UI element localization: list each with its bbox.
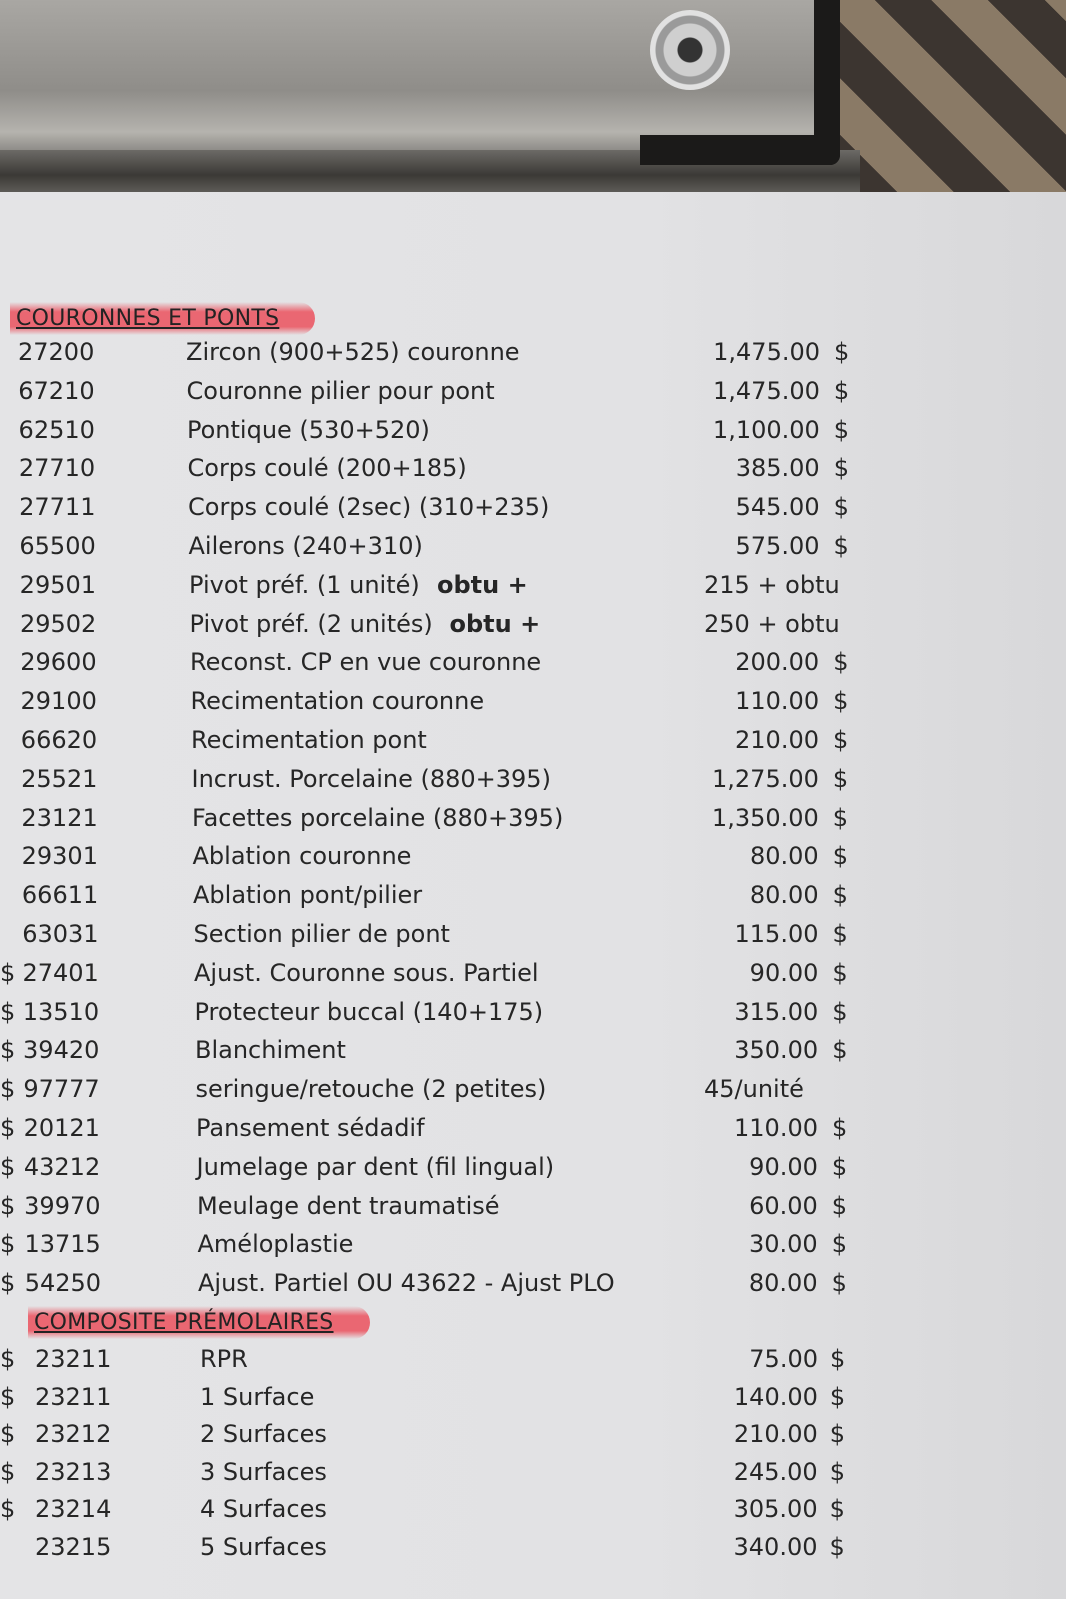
price-row <box>0 959 1066 997</box>
procedure-description: Ablation pont/pilier <box>193 881 423 910</box>
procedure-description: 2 Surfaces <box>200 1420 327 1449</box>
procedure-code: 27401 <box>22 958 99 987</box>
margin-currency-symbol: $ <box>0 1345 16 1373</box>
price-currency-symbol: $ <box>833 415 850 444</box>
procedure-code: 39420 <box>23 1036 100 1065</box>
margin-currency-symbol: $ <box>0 1457 16 1486</box>
price-row <box>0 687 1066 725</box>
margin-currency-symbol: $ <box>0 997 16 1026</box>
procedure-code: 97777 <box>23 1075 100 1104</box>
price-currency-symbol: $ <box>833 454 849 483</box>
price-currency-symbol: $ <box>832 881 848 910</box>
price-currency-symbol: $ <box>830 1345 846 1373</box>
price-currency-symbol: $ <box>831 1191 848 1220</box>
margin-currency-symbol: $ <box>0 1036 16 1065</box>
procedure-code: 65500 <box>19 532 96 560</box>
price-row <box>0 1114 1066 1152</box>
procedure-code: 23211 <box>35 1382 112 1411</box>
price-currency-symbol: $ <box>832 842 848 871</box>
price-row <box>0 920 1066 958</box>
procedure-code: 23214 <box>35 1495 112 1524</box>
price-row <box>0 1192 1066 1230</box>
price-currency-symbol: $ <box>832 997 848 1026</box>
price-row <box>0 726 1066 764</box>
procedure-description: Pivot préf. (1 unité) <box>189 570 420 599</box>
price-row <box>0 338 1066 376</box>
procedure-description: Ablation couronne <box>192 842 412 871</box>
procedure-description: Incrust. Porcelaine (880+395) <box>191 764 551 793</box>
procedure-price: 575.00 <box>735 532 820 560</box>
procedure-code: 43212 <box>23 1152 101 1181</box>
margin-currency-symbol: $ <box>0 958 16 987</box>
price-row <box>0 1269 1066 1307</box>
price-row <box>0 377 1066 415</box>
procedure-code: 39970 <box>24 1191 101 1220</box>
procedure-code: 23212 <box>35 1420 112 1449</box>
margin-currency-symbol: $ <box>0 1420 16 1449</box>
procedure-description: Pansement sédadif <box>196 1114 425 1142</box>
procedure-price: 115.00 <box>734 920 819 948</box>
procedure-description: Ajust. Partiel OU 43622 - Ajust PLO <box>198 1269 615 1298</box>
margin-currency-symbol: $ <box>0 1230 16 1259</box>
price-currency-symbol: $ <box>833 687 849 716</box>
procedure-description: Jumelage par dent (fil lingual) <box>196 1152 555 1181</box>
procedure-code: 27200 <box>18 338 95 366</box>
procedure-note: obtu + <box>449 609 541 638</box>
margin-currency-symbol: $ <box>0 1495 16 1524</box>
procedure-price: 30.00 <box>748 1230 818 1259</box>
clipboard-background <box>0 0 1066 200</box>
procedure-description: Ajust. Couronne sous. Partiel <box>194 958 539 987</box>
procedure-code: 29501 <box>19 570 97 599</box>
price-row <box>0 1458 1066 1496</box>
procedure-description: Protecteur buccal (140+175) <box>194 997 544 1026</box>
procedure-price: 80.00 <box>748 1269 818 1298</box>
procedure-code: 63031 <box>22 920 99 948</box>
procedure-description: seringue/retouche (2 petites) <box>195 1075 547 1104</box>
procedure-price: 90.00 <box>749 1152 818 1181</box>
procedure-description: 1 Surface <box>200 1382 315 1411</box>
procedure-description: 5 Surfaces <box>200 1533 327 1561</box>
procedure-code: 54250 <box>24 1269 102 1298</box>
price-row <box>0 416 1066 454</box>
procedure-code: 20121 <box>23 1114 100 1142</box>
price-row <box>0 804 1066 842</box>
procedure-code: 29502 <box>19 609 97 638</box>
procedure-price: 250 + obtu <box>704 609 840 638</box>
price-currency-symbol: $ <box>829 1495 845 1524</box>
procedure-code: 62510 <box>18 415 95 444</box>
procedure-description: Blanchiment <box>195 1036 346 1065</box>
procedure-description: Couronne pilier pour pont <box>186 376 495 405</box>
procedure-price: 215 + obtu <box>704 570 840 599</box>
price-currency-symbol: $ <box>831 1230 847 1259</box>
procedure-price: 350.00 <box>734 1036 819 1065</box>
price-currency-symbol: $ <box>832 764 849 793</box>
procedure-price: 200.00 <box>735 648 820 677</box>
procedure-price: 110.00 <box>735 687 820 716</box>
price-currency-symbol: $ <box>833 493 849 522</box>
procedure-code: 29600 <box>20 648 97 677</box>
procedure-price: 75.00 <box>749 1345 818 1373</box>
procedure-price: 45/unité <box>704 1075 804 1104</box>
margin-currency-symbol: $ <box>0 1191 16 1220</box>
price-currency-symbol: $ <box>833 726 849 754</box>
procedure-price: 1,475.00 <box>713 376 820 405</box>
price-row <box>0 1345 1066 1383</box>
price-currency-symbol: $ <box>833 376 850 405</box>
procedure-description: Ailerons (240+310) <box>188 532 423 560</box>
procedure-price: 1,275.00 <box>712 764 819 793</box>
price-row <box>0 1153 1066 1191</box>
procedure-price: 60.00 <box>749 1191 818 1220</box>
procedure-code: 23121 <box>21 803 98 832</box>
procedure-description: Section pilier de pont <box>193 920 450 948</box>
price-row <box>0 1495 1066 1533</box>
procedure-description: Recimentation pont <box>191 726 427 754</box>
section-heading: COMPOSITE PRÉMOLAIRES <box>28 1306 370 1339</box>
price-row <box>0 571 1066 609</box>
procedure-price: 210.00 <box>735 726 819 754</box>
price-currency-symbol: $ <box>832 958 848 987</box>
procedure-description: Corps coulé (2sec) (310+235) <box>188 493 550 522</box>
procedure-code: 29100 <box>20 687 97 716</box>
procedure-code: 25521 <box>21 764 98 793</box>
procedure-code: 23213 <box>35 1457 112 1486</box>
price-currency-symbol: $ <box>833 532 849 560</box>
procedure-code: 29301 <box>21 842 98 871</box>
procedure-description: Améloplastie <box>197 1230 354 1259</box>
price-row <box>0 1230 1066 1268</box>
price-currency-symbol: $ <box>832 1036 848 1065</box>
procedure-description: Reconst. CP en vue couronne <box>190 648 542 677</box>
procedure-code: 27710 <box>18 454 96 483</box>
procedure-code: 13510 <box>22 997 100 1026</box>
price-currency-symbol: $ <box>831 1269 847 1298</box>
section-heading: COURONNES ET PONTS <box>10 302 315 335</box>
procedure-price: 1,475.00 <box>713 338 820 366</box>
procedure-code: 27711 <box>19 493 96 522</box>
procedure-description: RPR <box>200 1345 248 1373</box>
procedure-code: 23211 <box>35 1345 112 1373</box>
procedure-description: Corps coulé (200+185) <box>187 454 467 483</box>
procedure-description: 4 Surfaces <box>200 1495 327 1524</box>
procedure-description: Facettes porcelaine (880+395) <box>192 803 564 832</box>
procedure-price: 1,100.00 <box>712 415 820 444</box>
procedure-note: obtu + <box>437 570 528 599</box>
price-currency-symbol: $ <box>832 1114 848 1142</box>
price-row <box>0 1420 1066 1458</box>
procedure-price: 110.00 <box>734 1114 818 1142</box>
procedure-code: 23215 <box>35 1533 112 1561</box>
price-row <box>0 1533 1066 1571</box>
price-row <box>0 998 1066 1036</box>
procedure-description: 3 Surfaces <box>200 1457 327 1486</box>
procedure-code: 66611 <box>21 881 99 910</box>
price-currency-symbol: $ <box>833 648 849 677</box>
price-row <box>0 1383 1066 1421</box>
price-row <box>0 493 1066 531</box>
procedure-price: 210.00 <box>733 1420 818 1449</box>
procedure-code: 67210 <box>18 376 95 405</box>
price-row <box>0 610 1066 648</box>
price-currency-symbol: $ <box>832 803 849 832</box>
price-currency-symbol: $ <box>829 1382 846 1411</box>
margin-currency-symbol: $ <box>0 1075 16 1104</box>
procedure-description: Zircon (900+525) couronne <box>186 338 520 366</box>
price-currency-symbol: $ <box>829 1457 845 1486</box>
margin-currency-symbol: $ <box>0 1152 16 1181</box>
procedure-description: Pivot préf. (2 unités) <box>189 609 433 638</box>
margin-currency-symbol: $ <box>0 1382 16 1411</box>
price-currency-symbol: $ <box>832 920 848 948</box>
price-row <box>0 532 1066 570</box>
procedure-price: 140.00 <box>733 1382 818 1411</box>
procedure-price: 80.00 <box>749 881 819 910</box>
procedure-price: 1,350.00 <box>711 803 819 832</box>
price-row <box>0 765 1066 803</box>
margin-currency-symbol: $ <box>0 1269 16 1298</box>
procedure-price: 385.00 <box>735 454 820 483</box>
procedure-price: 315.00 <box>734 997 819 1026</box>
procedure-code: 13715 <box>24 1230 101 1259</box>
price-row <box>0 1036 1066 1074</box>
procedure-price: 80.00 <box>749 842 819 871</box>
price-currency-symbol: $ <box>829 1420 846 1449</box>
price-row <box>0 842 1066 880</box>
procedure-code: 66620 <box>20 726 98 754</box>
procedure-description: Pontique (530+520) <box>187 415 430 444</box>
price-currency-symbol: $ <box>831 1152 848 1181</box>
procedure-price: 545.00 <box>735 493 820 522</box>
price-row <box>0 881 1066 919</box>
price-row <box>0 454 1066 492</box>
margin-currency-symbol: $ <box>0 1114 16 1142</box>
procedure-price: 305.00 <box>733 1495 818 1524</box>
price-row <box>0 648 1066 686</box>
clipboard-rivet-icon <box>650 10 730 90</box>
procedure-description: Meulage dent traumatisé <box>197 1191 500 1220</box>
price-currency-symbol: $ <box>834 338 850 366</box>
procedure-price: 340.00 <box>733 1533 818 1561</box>
procedure-price: 90.00 <box>749 958 819 987</box>
price-row <box>0 1075 1066 1113</box>
price-currency-symbol: $ <box>829 1533 845 1561</box>
procedure-price: 245.00 <box>733 1457 818 1486</box>
procedure-description: Recimentation couronne <box>190 687 485 716</box>
